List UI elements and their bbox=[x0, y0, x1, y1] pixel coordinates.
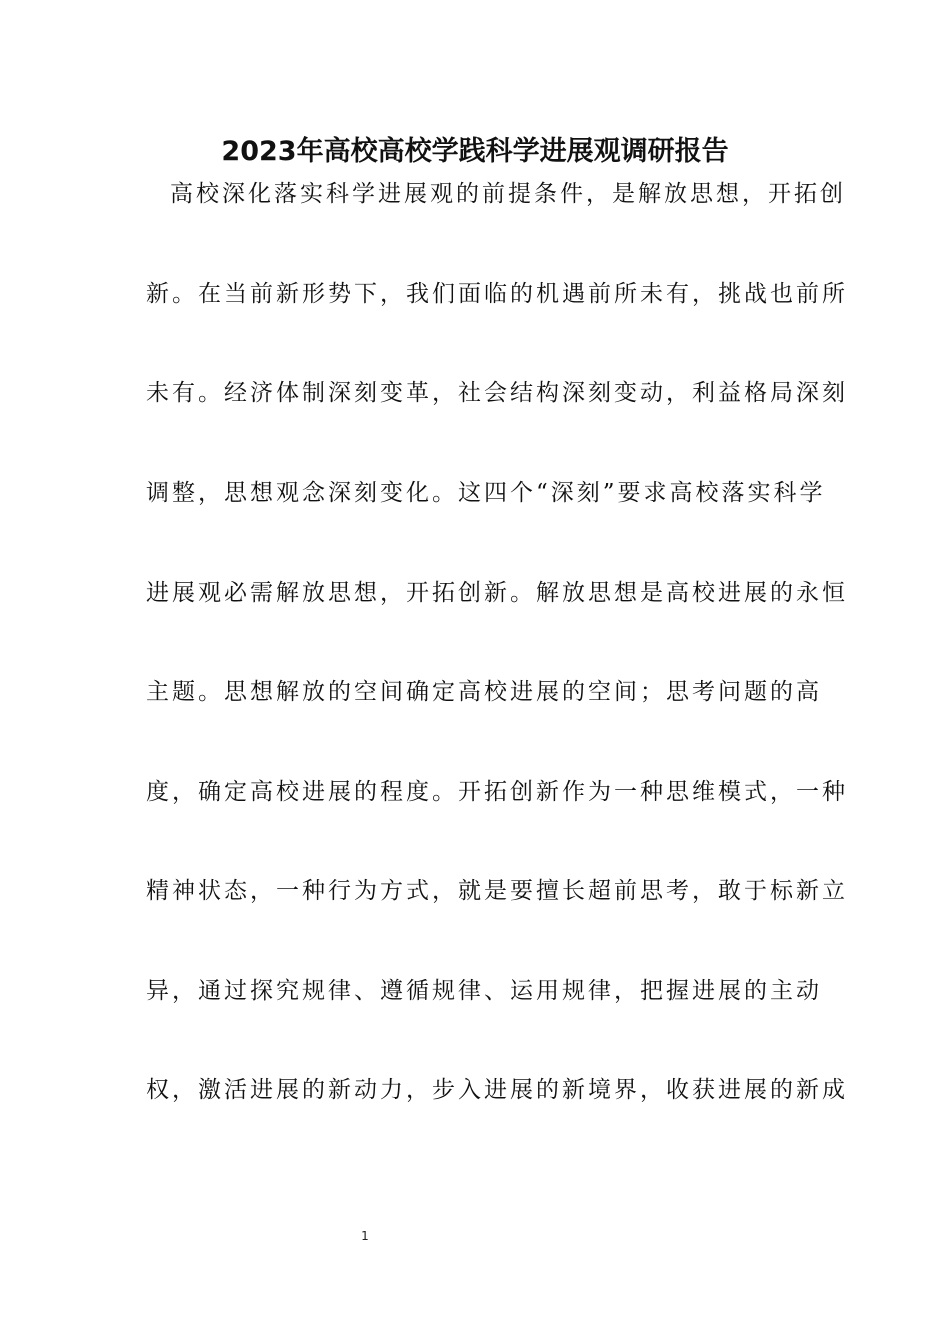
text-line: 权，激活进展的新动力，步入进展的新境界，收获进展的新成 bbox=[146, 1077, 848, 1103]
text-line: 精神状态，一种行为方式，就是要擅长超前思考，敢于标新立 bbox=[146, 878, 848, 904]
text-line: 新。在当前新形势下，我们面临的机遇前所未有，挑战也前所 bbox=[146, 281, 848, 307]
text-line: 高校深化落实科学进展观的前提条件，是解放思想，开拓创 bbox=[170, 181, 846, 207]
text-line: 度，确定高校进展的程度。开拓创新作为一种思维模式，一种 bbox=[146, 779, 848, 805]
text-line: 异，通过探究规律、遵循规律、运用规律，把握进展的主动 bbox=[146, 978, 822, 1004]
text-line: 未有。经济体制深刻变革，社会结构深刻变动，利益格局深刻 bbox=[146, 380, 848, 406]
text-line: 调整，思想观念深刻变化。这四个“深刻”要求高校落实科学 bbox=[146, 480, 826, 506]
text-line: 进展观必需解放思想，开拓创新。解放思想是高校进展的永恒 bbox=[146, 580, 848, 606]
text-line: 主题。思想解放的空间确定高校进展的空间；思考问题的高 bbox=[146, 679, 822, 705]
document-title: 2023年高校高校学践科学进展观调研报告 bbox=[221, 136, 729, 167]
page-number: 1 bbox=[361, 1229, 369, 1243]
